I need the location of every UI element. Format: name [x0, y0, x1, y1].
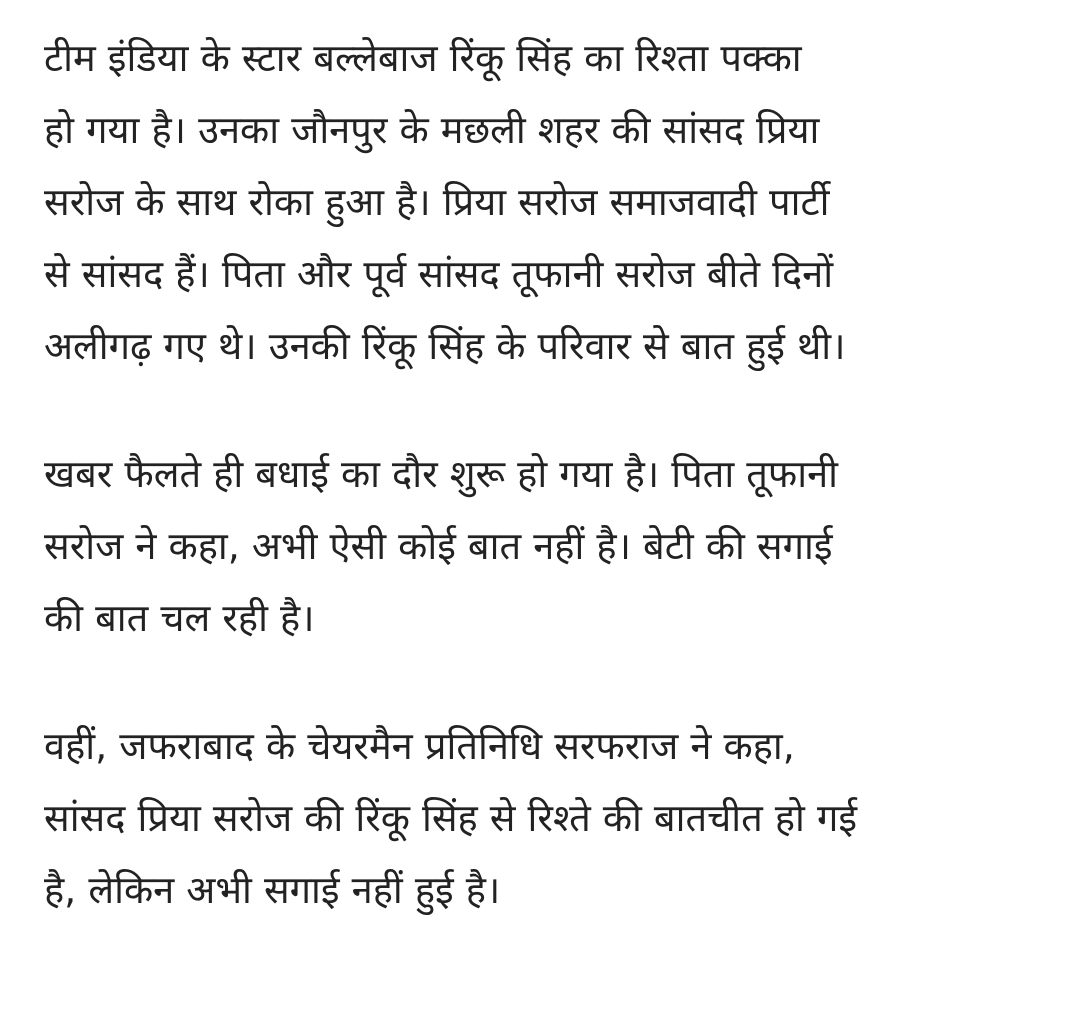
text-line: सरोज के साथ रोका हुआ है। प्रिया सरोज समाजवादी पार्टी [44, 180, 830, 224]
text-line: खबर फैलते ही बधाई का दौर शुरू हो गया है। पिता तूफानी [44, 452, 838, 496]
paragraph-1 [44, 22, 1044, 382]
text-line: टीम इंडिया के स्टार बल्लेबाज रिंकू सिंह का रिश्ता पक्का [44, 36, 802, 80]
text-line: है, लेकिन अभी सगाई नहीं हुई है। [44, 868, 501, 912]
text-line: हो गया है। उनका जौनपुर के मछली शहर की सांसद प्रिया [44, 108, 820, 152]
text-line: अलीगढ़ गए थे। उनकी रिंकू सिंह के परिवार से बात हुई थी। [44, 324, 846, 368]
paragraph-2 [44, 438, 1044, 654]
text-line: से सांसद हैं। पिता और पूर्व सांसद तूफानी सरोज बीते दिनों [44, 252, 834, 296]
paragraph-3 [44, 710, 1044, 926]
article-body [44, 22, 1044, 926]
text-line: सांसद प्रिया सरोज की रिंकू सिंह से रिश्ते की बातचीत हो गई [44, 796, 857, 840]
text-line: सरोज ने कहा, अभी ऐसी कोई बात नहीं है। बेटी की सगाई [44, 524, 833, 568]
text-line: की बात चल रही है। [44, 596, 315, 640]
text-line: वहीं, जफराबाद के चेयरमैन प्रतिनिधि सरफराज ने कहा, [44, 724, 795, 768]
